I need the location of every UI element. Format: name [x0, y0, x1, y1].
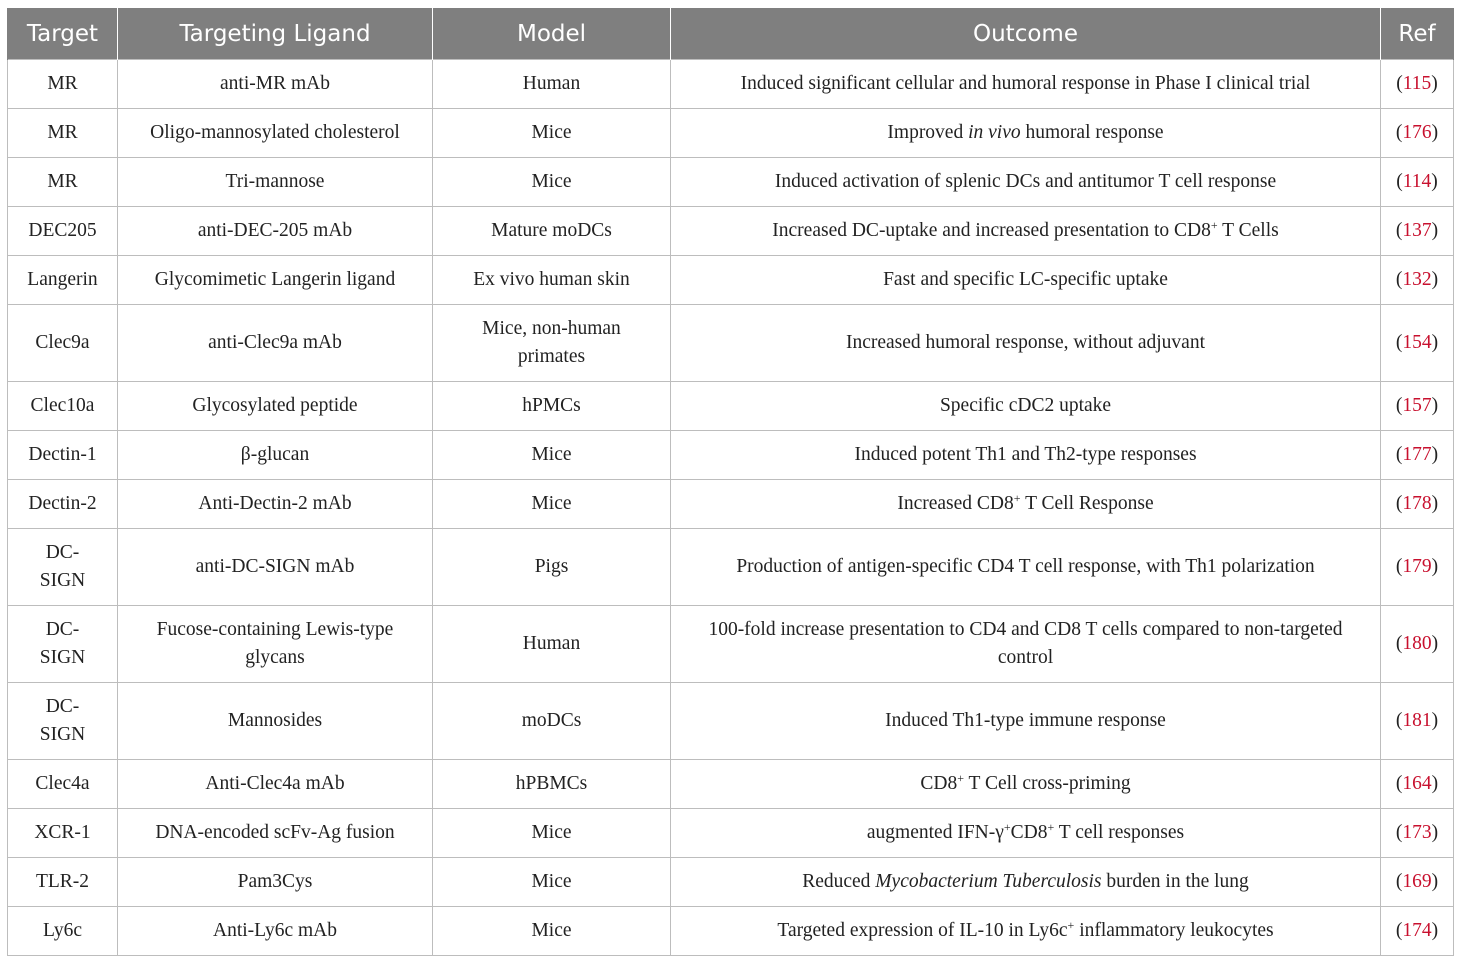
cell-outcome [671, 683, 1381, 760]
cell-ref: (115) [1381, 60, 1454, 109]
table-row [8, 431, 1454, 480]
cell-ligand: Tri-mannose [118, 158, 433, 207]
table-row [8, 529, 1454, 606]
outcome-text: T Cells [1217, 220, 1279, 241]
outcome-text: Induced Th1-type immune response [885, 710, 1166, 731]
ref-link[interactable]: 169 [1402, 871, 1432, 892]
outcome-text: CD8 [1010, 822, 1048, 843]
cell-model: moDCs [433, 683, 671, 760]
cell-ref: (174) [1381, 907, 1454, 956]
cell-ref: (176) [1381, 109, 1454, 158]
cell-model: Ex vivo human skin [433, 256, 671, 305]
outcome-text: Fast and specific LC-specific uptake [883, 269, 1168, 290]
outcome-text: Induced potent Th1 and Th2-type responses [854, 444, 1197, 465]
cell-outcome [671, 480, 1381, 529]
table-row [8, 382, 1454, 431]
cell-model: Mice [433, 809, 671, 858]
cell-target: Dectin-1 [8, 431, 118, 480]
outcome-text: T cell responses [1054, 822, 1185, 843]
cell-ref: (114) [1381, 158, 1454, 207]
cell-target: Ly6c [8, 907, 118, 956]
ref-link[interactable]: 174 [1402, 920, 1432, 941]
outcome-text: Specific cDC2 uptake [939, 395, 1112, 416]
outcome-text: T Cell Response [1020, 493, 1154, 514]
ref-link[interactable]: 178 [1402, 493, 1432, 514]
table-row [8, 606, 1454, 683]
header-ref: Ref [1381, 8, 1454, 60]
cell-model: Mice [433, 431, 671, 480]
cell-ligand: Oligo-mannosylated cholesterol [118, 109, 433, 158]
outcome-text: Induced activation of splenic DCs and antitumor T cell response [774, 171, 1277, 192]
outcome-text: augmented IFN-γ [866, 822, 1004, 843]
cell-model: Human [433, 606, 671, 683]
table-row [8, 683, 1454, 760]
ref-link[interactable]: 137 [1402, 220, 1432, 241]
cell-target: MR [8, 158, 118, 207]
superscript: + [957, 771, 964, 785]
ref-link[interactable]: 177 [1402, 444, 1432, 465]
ref-link[interactable]: 181 [1402, 710, 1432, 731]
cell-ligand: Anti-Dectin-2 mAb [118, 480, 433, 529]
cell-ligand: anti-DEC-205 mAb [118, 207, 433, 256]
cell-model: Pigs [433, 529, 671, 606]
cell-ref: (181) [1381, 683, 1454, 760]
header-target: Target [8, 8, 118, 60]
cell-ligand: Glycosylated peptide [118, 382, 433, 431]
outcome-text: Production of antigen-specific CD4 T cell response, with Th1 polarization [736, 556, 1315, 577]
cell-outcome [671, 809, 1381, 858]
table-row [8, 256, 1454, 305]
outcome-text: Increased DC-uptake and increased presentation to CD8 [772, 220, 1211, 241]
outcome-text: humoral response [1020, 122, 1164, 143]
cell-ligand: Glycomimetic Langerin ligand [118, 256, 433, 305]
table-row [8, 60, 1454, 109]
ref-link[interactable]: 180 [1402, 633, 1432, 654]
cell-ref: (179) [1381, 529, 1454, 606]
superscript: + [1047, 820, 1055, 834]
ref-link[interactable]: 179 [1402, 556, 1432, 577]
outcome-italic: in vivo [968, 122, 1021, 143]
outcome-text: 100-fold increase presentation to CD4 and CD8 T cells compared to non-targeted control [708, 619, 1343, 668]
outcome-text: inflammatory leukocytes [1074, 920, 1274, 941]
cell-ref: (173) [1381, 809, 1454, 858]
table-row [8, 907, 1454, 956]
cell-ligand: Anti-Ly6c mAb [118, 907, 433, 956]
cell-model: Mice [433, 858, 671, 907]
cell-target: Clec10a [8, 382, 118, 431]
cell-ligand: Pam3Cys [118, 858, 433, 907]
cell-model: Mice, non-human primates [433, 305, 671, 382]
cell-ligand: Mannosides [118, 683, 433, 760]
cell-ligand: DNA-encoded scFv-Ag fusion [118, 809, 433, 858]
outcome-text: Increased CD8 [897, 493, 1014, 514]
ref-link[interactable]: 157 [1402, 395, 1432, 416]
table-row [8, 480, 1454, 529]
table-container [7, 8, 1453, 956]
targeting-table [7, 8, 1454, 956]
table-row [8, 809, 1454, 858]
cell-ligand: anti-DC-SIGN mAb [118, 529, 433, 606]
cell-target: DC-SIGN [8, 683, 118, 760]
table-row [8, 109, 1454, 158]
cell-model: Mice [433, 158, 671, 207]
cell-model: Human [433, 60, 671, 109]
ref-link[interactable]: 154 [1402, 332, 1432, 353]
cell-target: XCR-1 [8, 809, 118, 858]
ref-link[interactable]: 176 [1402, 122, 1432, 143]
cell-model: Mice [433, 907, 671, 956]
outcome-text: T Cell cross-priming [963, 773, 1131, 794]
header-targeting-ligand: Targeting Ligand [118, 8, 433, 60]
cell-ligand: anti-MR mAb [118, 60, 433, 109]
cell-target: Langerin [8, 256, 118, 305]
outcome-text: Induced significant cellular and humoral response in Phase I clinical trial [740, 73, 1311, 94]
ref-link[interactable]: 173 [1402, 822, 1432, 843]
cell-outcome [671, 60, 1381, 109]
outcome-text: Targeted expression of IL-10 in Ly6c [777, 920, 1068, 941]
superscript: + [1013, 491, 1021, 505]
ref-link[interactable]: 115 [1402, 73, 1432, 94]
cell-outcome [671, 431, 1381, 480]
cell-ref: (137) [1381, 207, 1454, 256]
cell-ref: (180) [1381, 606, 1454, 683]
header-model: Model [433, 8, 671, 60]
cell-model: Mice [433, 480, 671, 529]
cell-target: Clec9a [8, 305, 118, 382]
cell-outcome [671, 207, 1381, 256]
cell-outcome [671, 158, 1381, 207]
cell-outcome [671, 606, 1381, 683]
cell-target: TLR-2 [8, 858, 118, 907]
cell-outcome [671, 382, 1381, 431]
cell-ref: (177) [1381, 431, 1454, 480]
cell-target: Dectin-2 [8, 480, 118, 529]
outcome-text: burden in the lung [1101, 871, 1249, 892]
table-row [8, 207, 1454, 256]
cell-outcome [671, 760, 1381, 809]
cell-model: Mature moDCs [433, 207, 671, 256]
ref-link[interactable]: 164 [1402, 773, 1432, 794]
header-row [8, 8, 1454, 60]
cell-target: DEC205 [8, 207, 118, 256]
outcome-text: Reduced [802, 871, 876, 892]
outcome-text: CD8 [920, 773, 958, 794]
table-row [8, 858, 1454, 907]
cell-ligand: Fucose-containing Lewis-type glycans [118, 606, 433, 683]
cell-outcome [671, 907, 1381, 956]
cell-ref: (178) [1381, 480, 1454, 529]
header-outcome: Outcome [671, 8, 1381, 60]
cell-outcome [671, 256, 1381, 305]
cell-target: DC-SIGN [8, 529, 118, 606]
cell-ref: (164) [1381, 760, 1454, 809]
cell-model: hPMCs [433, 382, 671, 431]
outcome-text: Improved [887, 122, 969, 143]
superscript: + [1003, 820, 1011, 834]
cell-outcome [671, 305, 1381, 382]
cell-ref: (169) [1381, 858, 1454, 907]
cell-ref: (154) [1381, 305, 1454, 382]
outcome-italic: Mycobacterium Tuberculosis [875, 871, 1102, 892]
cell-ref: (157) [1381, 382, 1454, 431]
cell-outcome [671, 109, 1381, 158]
ref-link[interactable]: 132 [1402, 269, 1432, 290]
table-row [8, 305, 1454, 382]
cell-ligand: β-glucan [118, 431, 433, 480]
cell-model: hPBMCs [433, 760, 671, 809]
cell-model: Mice [433, 109, 671, 158]
cell-target: Clec4a [8, 760, 118, 809]
cell-ligand: Anti-Clec4a mAb [118, 760, 433, 809]
cell-outcome [671, 529, 1381, 606]
superscript: + [1210, 218, 1218, 232]
cell-ref: (132) [1381, 256, 1454, 305]
table-row [8, 158, 1454, 207]
outcome-text: Increased humoral response, without adjuvant [845, 332, 1206, 353]
cell-target: MR [8, 109, 118, 158]
cell-target: MR [8, 60, 118, 109]
cell-ligand: anti-Clec9a mAb [118, 305, 433, 382]
table-row [8, 760, 1454, 809]
ref-link[interactable]: 114 [1402, 171, 1432, 192]
cell-outcome [671, 858, 1381, 907]
cell-target: DC-SIGN [8, 606, 118, 683]
superscript: + [1067, 918, 1075, 932]
